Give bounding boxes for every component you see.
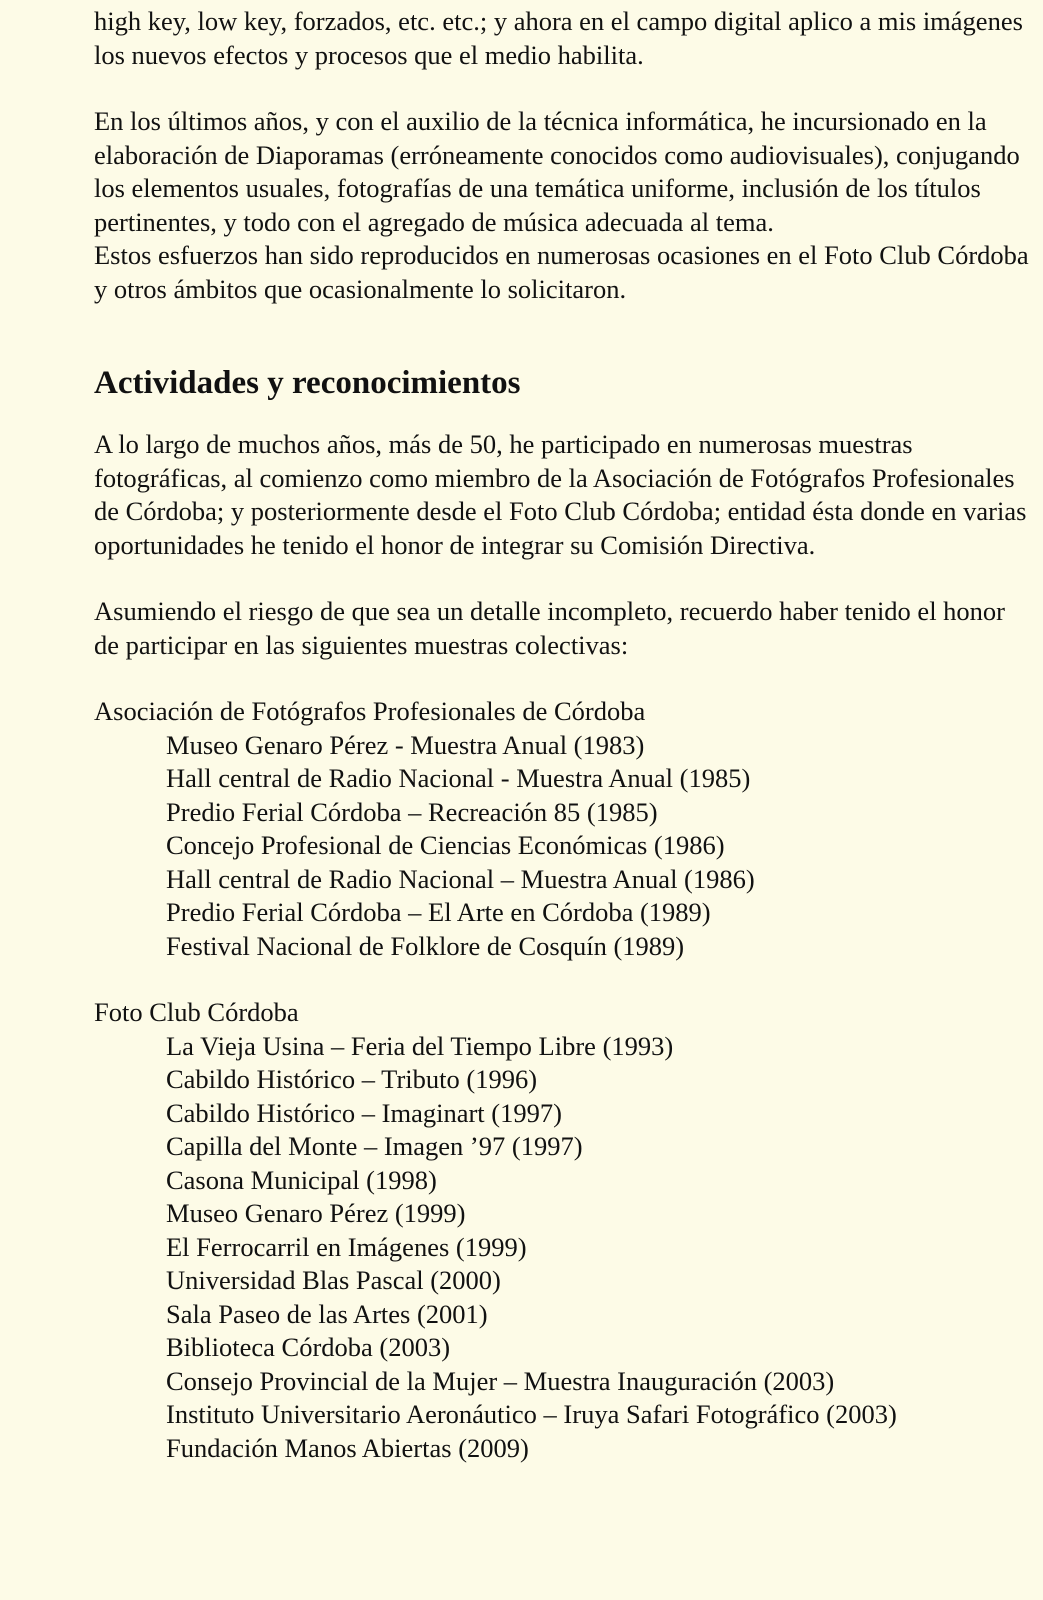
spacer xyxy=(94,562,1029,595)
group-title: Asociación de Fotógrafos Profesionales de Córdoba xyxy=(94,696,646,726)
section-paragraph: A lo largo de muchos años, más de 50, he participado en numerosas muestras fotográficas, al comienzo como miembro de la Asociación de Fotógrafos Profesionales de Córdoba; y posteriormente desde el Foto Club Córdoba; entidad ésta donde en varias oportunidades he tenido el honor de integrar su Comisión Directiva. xyxy=(94,429,1027,560)
section-heading: Actividades y reconocimientos xyxy=(94,365,521,401)
list-item: Festival Nacional de Folklore de Cosquín (1989) xyxy=(166,930,685,961)
list-item: La Vieja Usina – Feria del Tiempo Libre (1993) xyxy=(166,1030,674,1061)
list-item: El Ferrocarril en Imágenes (1999) xyxy=(166,1231,527,1262)
spacer xyxy=(94,72,1029,105)
list-item: Hall central de Radio Nacional – Muestra Anual (1986) xyxy=(166,863,755,894)
exhibition-group xyxy=(94,996,1029,1465)
list-item: Instituto Universitario Aeronáutico – Iruya Safari Fotográfico (2003) xyxy=(166,1399,897,1429)
list-item: Predio Ferial Córdoba – El Arte en Córdoba (1989) xyxy=(166,897,711,927)
section-paragraph: Asumiendo el riesgo de que sea un detalle incompleto, recuerdo haber tenido el honor de participar en las siguientes muestras colectivas: xyxy=(94,596,1006,660)
list-item: Universidad Blas Pascal (2000) xyxy=(166,1265,501,1295)
list-item: Museo Genaro Pérez (1999) xyxy=(166,1198,466,1228)
spacer xyxy=(94,963,1029,996)
list-item: Capilla del Monte – Imagen ’97 (1997) xyxy=(166,1131,583,1161)
intro-paragraph: Estos esfuerzos han sido reproducidos en numerosas ocasiones en el Foto Club Córdoba y otros ámbitos que ocasionalmente lo solicitaron. xyxy=(94,240,1029,304)
list-item: Hall central de Radio Nacional - Muestra Anual (1985) xyxy=(166,763,751,793)
intro-paragraph: En los últimos años, y con el auxilio de la técnica informática, he incursionado en la elaboración de Diaporamas (erróneamente conocidos como audiovisuales), conjugando los elementos usuales, fotografías de una temática uniforme, inclusión de los títulos pertinentes, y todo con el agregado de música adecuada al tema. xyxy=(94,106,1020,237)
document-page xyxy=(94,5,1029,1465)
exhibition-list xyxy=(94,1030,1029,1466)
group-title: Foto Club Córdoba xyxy=(94,997,299,1027)
spacer xyxy=(94,306,1029,363)
exhibition-group xyxy=(94,695,1029,963)
list-item: Cabildo Histórico – Imaginart (1997) xyxy=(166,1097,562,1128)
list-item: Predio Ferial Córdoba – Recreación 85 (1985) xyxy=(166,796,658,827)
list-item: Fundación Manos Abiertas (2009) xyxy=(166,1432,529,1463)
spacer xyxy=(94,662,1029,695)
list-item: Museo Genaro Pérez - Muestra Anual (1983) xyxy=(166,729,645,760)
list-item: Cabildo Histórico – Tributo (1996) xyxy=(166,1064,538,1094)
list-item: Sala Paseo de las Artes (2001) xyxy=(166,1298,488,1329)
exhibition-list xyxy=(94,729,1029,964)
list-item: Casona Municipal (1998) xyxy=(166,1164,437,1195)
list-item: Concejo Profesional de Ciencias Económicas (1986) xyxy=(166,830,725,860)
intro-paragraph: high key, low key, forzados, etc. etc.; y ahora en el campo digital aplico a mis imágenes los nuevos efectos y procesos que el medio habilita. xyxy=(94,6,1023,70)
list-item: Consejo Provincial de la Mujer – Muestra Inauguración (2003) xyxy=(166,1365,835,1396)
list-item: Biblioteca Córdoba (2003) xyxy=(166,1332,451,1362)
spacer xyxy=(94,403,1029,428)
